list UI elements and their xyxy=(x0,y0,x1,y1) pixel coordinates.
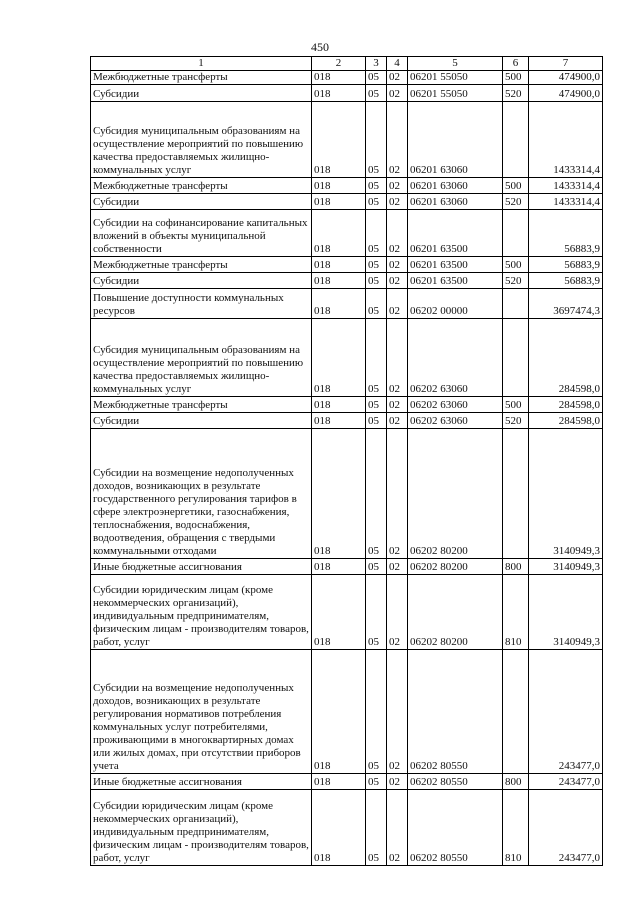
column-header-row xyxy=(91,57,603,71)
subsection-cell: 02 xyxy=(387,319,408,397)
subsection-cell: 02 xyxy=(387,650,408,774)
table-row xyxy=(91,413,603,429)
amount-cell: 243477,0 xyxy=(529,790,603,866)
table-row xyxy=(91,85,603,102)
expense-type-cell: 520 xyxy=(503,413,529,429)
column-header: 3 xyxy=(366,57,387,71)
subsection-cell: 02 xyxy=(387,273,408,289)
ministry-code-cell: 018 xyxy=(312,429,366,559)
amount-cell: 3140949,3 xyxy=(529,575,603,650)
column-header: 6 xyxy=(503,57,529,71)
table-row xyxy=(91,273,603,289)
section-cell: 05 xyxy=(366,650,387,774)
table-row xyxy=(91,257,603,273)
section-cell: 05 xyxy=(366,429,387,559)
subsection-cell: 02 xyxy=(387,790,408,866)
column-header: 2 xyxy=(312,57,366,71)
amount-cell: 1433314,4 xyxy=(529,194,603,210)
expense-type-cell: 500 xyxy=(503,257,529,273)
section-cell: 05 xyxy=(366,575,387,650)
subsection-cell: 02 xyxy=(387,210,408,257)
target-article-cell: 06202 80200 xyxy=(408,429,503,559)
subsection-cell: 02 xyxy=(387,429,408,559)
amount-cell: 284598,0 xyxy=(529,319,603,397)
ministry-code-cell: 018 xyxy=(312,575,366,650)
expense-type-cell xyxy=(503,102,529,178)
page-number: 450 xyxy=(311,40,329,54)
target-article-cell: 06202 80550 xyxy=(408,790,503,866)
amount-cell: 243477,0 xyxy=(529,650,603,774)
subsection-cell: 02 xyxy=(387,178,408,194)
column-header: 5 xyxy=(408,57,503,71)
table-row xyxy=(91,575,603,650)
expense-type-cell xyxy=(503,429,529,559)
column-header: 4 xyxy=(387,57,408,71)
expense-type-cell: 520 xyxy=(503,273,529,289)
amount-cell: 56883,9 xyxy=(529,257,603,273)
subsection-cell: 02 xyxy=(387,289,408,319)
subsection-cell: 02 xyxy=(387,413,408,429)
ministry-code-cell: 018 xyxy=(312,650,366,774)
section-cell: 05 xyxy=(366,559,387,575)
item-name-cell: Межбюджетные трансферты xyxy=(91,178,312,194)
expense-type-cell: 500 xyxy=(503,397,529,413)
target-article-cell: 06202 63060 xyxy=(408,413,503,429)
item-name-cell: Субсидии на возмещение недополученных доходов, возникающих в результате государственного регулирования тарифов в сфере электроэнергетики, газоснабжения, теплоснабжения, водоснабжения, водоотведения, обращения с твердыми коммунальными отходами xyxy=(91,429,312,559)
table-row xyxy=(91,650,603,774)
table-row xyxy=(91,397,603,413)
item-name-cell: Субсидии xyxy=(91,413,312,429)
subsection-cell: 02 xyxy=(387,559,408,575)
section-cell: 05 xyxy=(366,790,387,866)
item-name-cell: Субсидии юридическим лицам (кроме некоммерческих организаций), индивидуальным предпринимателям, физическим лицам - производителям товаров, работ, услуг xyxy=(91,575,312,650)
item-name-cell: Субсидия муниципальным образованиям на осуществление мероприятий по повышению качества предоставляемых жилищно-коммунальных услуг xyxy=(91,319,312,397)
item-name-cell: Иные бюджетные ассигнования xyxy=(91,774,312,790)
target-article-cell: 06201 55050 xyxy=(408,85,503,102)
ministry-code-cell: 018 xyxy=(312,790,366,866)
section-cell: 05 xyxy=(366,194,387,210)
table-row xyxy=(91,559,603,575)
section-cell: 05 xyxy=(366,397,387,413)
table-row xyxy=(91,71,603,85)
ministry-code-cell: 018 xyxy=(312,102,366,178)
section-cell: 05 xyxy=(366,413,387,429)
subsection-cell: 02 xyxy=(387,397,408,413)
expense-type-cell: 800 xyxy=(503,559,529,575)
ministry-code-cell: 018 xyxy=(312,413,366,429)
target-article-cell: 06201 63500 xyxy=(408,257,503,273)
item-name-cell: Иные бюджетные ассигнования xyxy=(91,559,312,575)
item-name-cell: Межбюджетные трансферты xyxy=(91,397,312,413)
ministry-code-cell: 018 xyxy=(312,210,366,257)
target-article-cell: 06201 63500 xyxy=(408,210,503,257)
column-header: 1 xyxy=(91,57,312,71)
ministry-code-cell: 018 xyxy=(312,257,366,273)
target-article-cell: 06201 55050 xyxy=(408,71,503,85)
item-name-cell: Субсидии xyxy=(91,273,312,289)
table-row xyxy=(91,210,603,257)
section-cell: 05 xyxy=(366,774,387,790)
section-cell: 05 xyxy=(366,257,387,273)
ministry-code-cell: 018 xyxy=(312,85,366,102)
expense-type-cell xyxy=(503,319,529,397)
subsection-cell: 02 xyxy=(387,85,408,102)
ministry-code-cell: 018 xyxy=(312,71,366,85)
section-cell: 05 xyxy=(366,102,387,178)
amount-cell: 3140949,3 xyxy=(529,559,603,575)
expense-type-cell: 520 xyxy=(503,85,529,102)
table-row xyxy=(91,774,603,790)
section-cell: 05 xyxy=(366,319,387,397)
table-row xyxy=(91,102,603,178)
section-cell: 05 xyxy=(366,85,387,102)
ministry-code-cell: 018 xyxy=(312,319,366,397)
target-article-cell: 06202 63060 xyxy=(408,319,503,397)
subsection-cell: 02 xyxy=(387,774,408,790)
table-row xyxy=(91,194,603,210)
amount-cell: 3140949,3 xyxy=(529,429,603,559)
amount-cell: 243477,0 xyxy=(529,774,603,790)
item-name-cell: Субсидии юридическим лицам (кроме некоммерческих организаций), индивидуальным предпринимателям, физическим лицам - производителям товаров, работ, услуг xyxy=(91,790,312,866)
expense-type-cell xyxy=(503,650,529,774)
ministry-code-cell: 018 xyxy=(312,559,366,575)
target-article-cell: 06202 80550 xyxy=(408,774,503,790)
expense-type-cell: 500 xyxy=(503,178,529,194)
subsection-cell: 02 xyxy=(387,71,408,85)
expense-type-cell: 800 xyxy=(503,774,529,790)
section-cell: 05 xyxy=(366,289,387,319)
amount-cell: 284598,0 xyxy=(529,413,603,429)
amount-cell: 56883,9 xyxy=(529,210,603,257)
target-article-cell: 06201 63060 xyxy=(408,178,503,194)
amount-cell: 56883,9 xyxy=(529,273,603,289)
amount-cell: 3697474,3 xyxy=(529,289,603,319)
target-article-cell: 06201 63500 xyxy=(408,273,503,289)
ministry-code-cell: 018 xyxy=(312,194,366,210)
target-article-cell: 06202 80200 xyxy=(408,559,503,575)
item-name-cell: Межбюджетные трансферты xyxy=(91,71,312,85)
target-article-cell: 06202 80200 xyxy=(408,575,503,650)
target-article-cell: 06201 63060 xyxy=(408,102,503,178)
item-name-cell: Межбюджетные трансферты xyxy=(91,257,312,273)
column-header: 7 xyxy=(529,57,603,71)
subsection-cell: 02 xyxy=(387,575,408,650)
amount-cell: 474900,0 xyxy=(529,71,603,85)
item-name-cell: Субсидии xyxy=(91,85,312,102)
section-cell: 05 xyxy=(366,210,387,257)
budget-table xyxy=(90,56,603,866)
amount-cell: 284598,0 xyxy=(529,397,603,413)
table-row xyxy=(91,178,603,194)
target-article-cell: 06202 00000 xyxy=(408,289,503,319)
expense-type-cell xyxy=(503,289,529,319)
item-name-cell: Субсидии на возмещение недополученных доходов, возникающих в результате регулирования нормативов потребления коммунальных услуг потребителями, проживающими в многоквартирных домах или жилых домах, при отсутствии приборов учета xyxy=(91,650,312,774)
table-row xyxy=(91,790,603,866)
table-row xyxy=(91,289,603,319)
ministry-code-cell: 018 xyxy=(312,289,366,319)
item-name-cell: Субсидии на софинансирование капитальных вложений в объекты муниципальной собственности xyxy=(91,210,312,257)
item-name-cell: Субсидии xyxy=(91,194,312,210)
expense-type-cell xyxy=(503,210,529,257)
subsection-cell: 02 xyxy=(387,257,408,273)
amount-cell: 1433314,4 xyxy=(529,102,603,178)
subsection-cell: 02 xyxy=(387,102,408,178)
ministry-code-cell: 018 xyxy=(312,397,366,413)
target-article-cell: 06202 80550 xyxy=(408,650,503,774)
table-row xyxy=(91,429,603,559)
section-cell: 05 xyxy=(366,178,387,194)
item-name-cell: Субсидия муниципальным образованиям на осуществление мероприятий по повышению качества предоставляемых жилищно-коммунальных услуг xyxy=(91,102,312,178)
subsection-cell: 02 xyxy=(387,194,408,210)
expense-type-cell: 810 xyxy=(503,575,529,650)
target-article-cell: 06201 63060 xyxy=(408,194,503,210)
target-article-cell: 06202 63060 xyxy=(408,397,503,413)
expense-type-cell: 500 xyxy=(503,71,529,85)
table-row xyxy=(91,319,603,397)
expense-type-cell: 520 xyxy=(503,194,529,210)
item-name-cell: Повышение доступности коммунальных ресурсов xyxy=(91,289,312,319)
amount-cell: 474900,0 xyxy=(529,85,603,102)
section-cell: 05 xyxy=(366,273,387,289)
section-cell: 05 xyxy=(366,71,387,85)
ministry-code-cell: 018 xyxy=(312,774,366,790)
ministry-code-cell: 018 xyxy=(312,178,366,194)
amount-cell: 1433314,4 xyxy=(529,178,603,194)
expense-type-cell: 810 xyxy=(503,790,529,866)
ministry-code-cell: 018 xyxy=(312,273,366,289)
